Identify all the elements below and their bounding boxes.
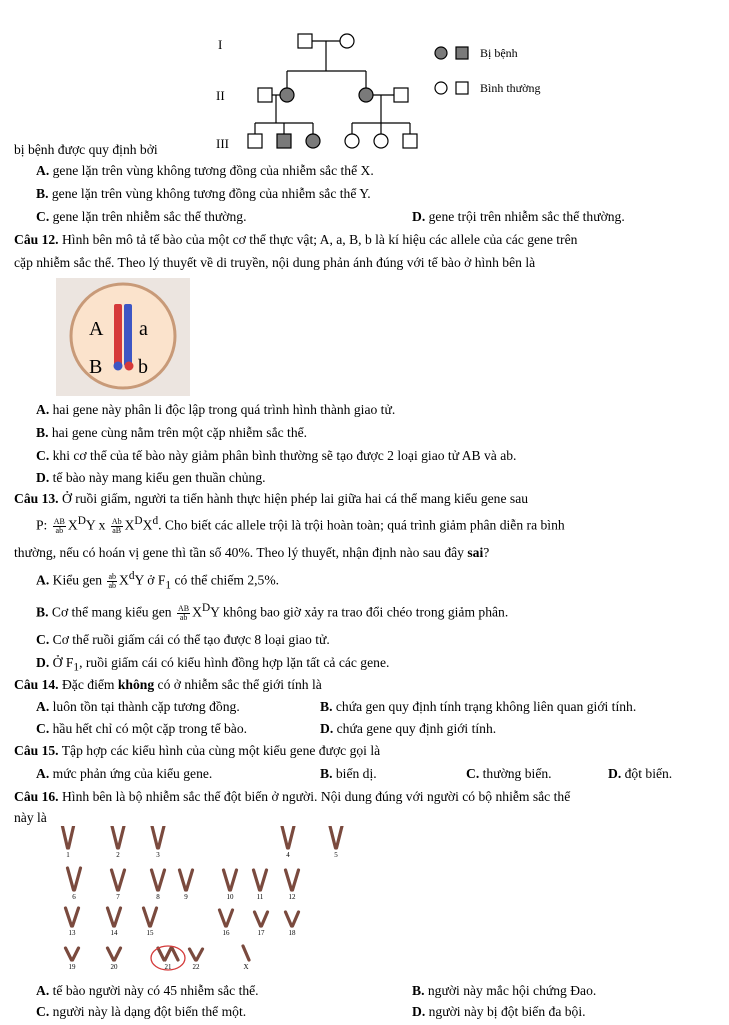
q15-option-a: A. mức phản ứng của kiểu gene. <box>36 766 213 781</box>
gen3-male-affected <box>277 134 291 148</box>
q14-option-c: C. hầu hết chỉ có một cặp trong tế bào. <box>36 721 248 736</box>
gen3-male-2 <box>403 134 417 148</box>
karyotype-label: 19 <box>68 963 76 971</box>
q16-option-a: A. tế bào người này có 45 nhiễm sắc thể. <box>36 983 259 998</box>
q14-option-a: A. luôn tồn tại thành cặp tương đồng. <box>36 699 240 714</box>
allele-a: a <box>139 318 148 340</box>
gen3-female-1 <box>345 134 359 148</box>
karyotype-label: 13 <box>68 929 76 937</box>
chromosome-6 <box>68 868 81 901</box>
karyotype-label: 16 <box>222 929 230 937</box>
karyotype-label: 5 <box>334 851 338 859</box>
chromosome-22 <box>190 949 203 971</box>
gen1-female <box>340 34 354 48</box>
q15-option-b: B. biến dị. <box>320 766 377 781</box>
chromosome-8 <box>152 870 165 901</box>
chromosome-5 <box>330 826 343 859</box>
chromosome-X <box>243 946 249 971</box>
chromosome-2 <box>112 826 125 859</box>
karyotype-label: 21 <box>164 963 172 971</box>
q16-option-b: B. người này mắc hội chứng Đao. <box>412 983 597 998</box>
q16-stem-1: Câu 16. Hình bên là bộ nhiễm sắc thể đột biến ở người. Nội dung đúng với người có bộ nhiễm sắc thể <box>14 789 571 804</box>
gen2-male-1 <box>258 88 272 102</box>
gen-label-III: III <box>216 136 229 151</box>
q16-option-c: C. người này là dạng đột biến thể một. <box>36 1004 247 1019</box>
karyotype-label: 18 <box>288 929 296 937</box>
q13-option-b: B. Cơ thể mang kiểu gen $\frac{AB}{ab}$ $X^DY$ không bao giờ xảy ra trao đổi chéo trong giảm phân. <box>36 602 509 622</box>
chromosome-19 <box>66 948 79 971</box>
chromosome-16 <box>220 910 233 937</box>
karyotype-label: 12 <box>288 893 296 901</box>
q15-option-c: C. thường biến. <box>466 766 552 781</box>
karyotype-label: 15 <box>146 929 154 937</box>
chromosome-12 <box>286 870 299 901</box>
pedigree-diagram <box>200 20 560 160</box>
karyotype-label: 2 <box>116 851 120 859</box>
fraction-Ab-aB: $\frac{Ab}{aB}$ <box>111 516 122 535</box>
chromosome-10 <box>224 870 237 901</box>
chromosome-20 <box>108 948 121 971</box>
chromosome-15 <box>144 908 157 937</box>
karyotype-label: 8 <box>156 893 160 901</box>
q11-option-d: D. gene trội trên nhiễm sắc thể thường. <box>412 209 625 224</box>
q12-option-c: C. khi cơ thể của tế bào này giảm phân bình thường sẽ tạo được 2 loại giao tử AB và ab. <box>36 448 517 463</box>
gen2-female-affected-2 <box>359 88 373 102</box>
q13-stem-2: P: $\frac{AB}{ab}$ $X^DY$ x $\frac{Ab}{aB}$ $X^DX^d$. Cho biết các allele trội là trội hoàn toàn; quá trình giảm phân diễn ra bình <box>36 515 565 535</box>
chromosome-13 <box>66 908 79 937</box>
q13-option-a: A. Kiểu gen $\frac{ab}{ab}$ $X^dY$ ở $F_1$ có thể chiếm 2,5%. <box>36 570 280 592</box>
gen2-male-2 <box>394 88 408 102</box>
gen3-female-affected <box>306 134 320 148</box>
legend-affected-label: Bị bệnh <box>480 46 518 60</box>
q13-stem-3: thường, nếu có hoán vị gene thì tần số 40%. Theo lý thuyết, nhận định nào sau đây sai? <box>14 545 490 560</box>
gen1-male <box>298 34 312 48</box>
gen3-female-2 <box>374 134 388 148</box>
q12-stem-2: cặp nhiễm sắc thể. Theo lý thuyết về di truyền, nội dung phản ánh đúng với tế bào ở hình bên là <box>14 255 536 270</box>
karyotype-label: 20 <box>110 963 118 971</box>
chromosome-1 <box>62 826 75 859</box>
allele-b: b <box>138 356 148 378</box>
q13-option-d: D. Ở $F_1$, ruồi giấm cái có kiểu hình đồng hợp lặn tất cả các gene. <box>36 655 390 674</box>
karyotype-label: 17 <box>257 929 265 937</box>
q11-option-a: A. gene lặn trên vùng không tương đồng của nhiễm sắc thể X. <box>36 163 374 178</box>
q14-option-d: D. chứa gene quy định giới tính. <box>320 721 497 736</box>
q12-option-d: D. tế bào này mang kiểu gen thuần chủng. <box>36 470 266 485</box>
allele-A: A <box>89 318 104 340</box>
karyotype-label: 9 <box>184 893 188 901</box>
q16-stem-2: này là <box>14 810 47 825</box>
q11-stem-tail: bị bệnh được quy định bởi <box>14 142 158 157</box>
karyotype-label: 6 <box>72 893 76 901</box>
karyotype-label: 10 <box>226 893 234 901</box>
q13-option-c: C. Cơ thể ruồi giấm cái có thể tạo được 8 loại giao tử. <box>36 632 330 647</box>
centromere-red <box>114 362 123 371</box>
fraction-AB-ab: $\frac{AB}{ab}$ <box>53 516 65 535</box>
q12-option-a: A. hai gene này phân li độc lập trong quá trình hình thành giao tử. <box>36 402 396 417</box>
chromosome-4 <box>282 826 295 859</box>
chromosome-11 <box>254 870 267 901</box>
chromosome-14 <box>108 908 121 937</box>
centromere-blue <box>125 362 134 371</box>
q14-option-b: B. chứa gen quy định tính trạng không liên quan giới tính. <box>320 699 637 714</box>
gen-label-I: I <box>218 37 223 52</box>
q15-stem: Câu 15. Tập hợp các kiểu hình của cùng một kiểu gene được gọi là <box>14 743 381 758</box>
karyotype-label: 11 <box>256 893 264 901</box>
q16-option-d: D. người này bị đột biến đa bội. <box>412 1004 586 1019</box>
chromosome-3 <box>152 826 165 859</box>
q12-stem-1: Câu 12. Hình bên mô tả tế bào của một cơ thể thực vật; A, a, B, b là kí hiệu các allele của các gene trên <box>14 232 578 247</box>
cell-diagram <box>56 278 190 396</box>
gen2-female-affected-1 <box>280 88 294 102</box>
gen3-male-1 <box>248 134 262 148</box>
legend-normal-male <box>456 82 468 94</box>
chromosome-7 <box>112 870 125 901</box>
allele-B: B <box>89 356 103 378</box>
chromosome-red <box>114 304 122 366</box>
q11-option-c: C. gene lặn trên nhiễm sắc thể thường. <box>36 209 247 224</box>
legend-normal-female <box>435 82 447 94</box>
q14-stem: Câu 14. Đặc điểm không có ở nhiễm sắc thể giới tính là <box>14 677 322 692</box>
legend-normal-label: Bình thường <box>480 81 541 95</box>
karyotype-diagram <box>56 826 346 974</box>
karyotype-label: 14 <box>110 929 118 937</box>
q13-stem-1: Câu 13. Ở ruồi giấm, người ta tiến hành thực hiện phép lai giữa hai cá thể mang kiểu gene sau <box>14 491 529 506</box>
karyotype-label: 4 <box>286 851 290 859</box>
chromosome-blue <box>124 304 132 366</box>
chromosome-9 <box>180 870 193 901</box>
q11-option-b: B. gene lặn trên vùng không tương đồng của nhiễm sắc thể Y. <box>36 186 371 201</box>
chromosome-21 <box>158 948 178 971</box>
karyotype-label: 3 <box>156 851 160 859</box>
karyotype-label: 1 <box>66 851 70 859</box>
legend-affected-female <box>435 47 447 59</box>
karyotype-label: X <box>243 963 249 971</box>
gen-label-II: II <box>216 88 225 103</box>
chromosome-17 <box>255 912 268 937</box>
q12-option-b: B. hai gene cùng nằm trên một cặp nhiễm sắc thể. <box>36 425 308 440</box>
chromosome-18 <box>286 912 299 937</box>
karyotype-label: 7 <box>116 893 120 901</box>
q15-option-d: D. đột biến. <box>608 766 673 781</box>
legend-affected-male <box>456 47 468 59</box>
karyotype-label: 22 <box>192 963 200 971</box>
